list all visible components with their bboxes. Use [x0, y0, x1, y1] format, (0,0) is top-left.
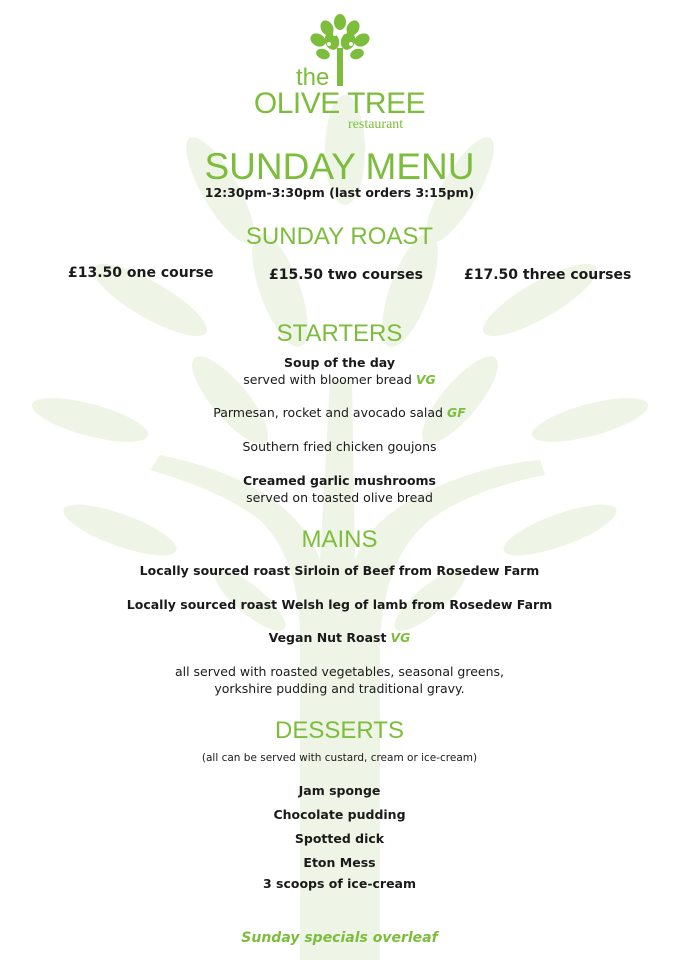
logo [0, 14, 679, 132]
main-beef: Locally sourced roast Sirloin of Beef from Rosedew Farm [139, 563, 540, 578]
starter-soup-desc: served with bloomer bread VG [243, 372, 436, 387]
starter-goujons: Southern fried chicken goujons [242, 439, 437, 454]
roast-heading: SUNDAY ROAST [245, 223, 434, 250]
gluten-free-tag: GF [446, 405, 466, 420]
logo-name: OLIVE TREE [253, 87, 426, 120]
main-nut-roast: Vegan Nut Roast VG [268, 630, 411, 645]
price-three-courses: £17.50 three courses [464, 267, 632, 283]
mains-heading: MAINS [301, 526, 378, 553]
opening-hours: 12:30pm-3:30pm (last orders 3:15pm) [204, 185, 475, 200]
dessert-item: Spotted dick [294, 831, 385, 846]
desserts-note: (all can be served with custard, cream or ice-cream) [201, 752, 478, 764]
dessert-item: 3 scoops of ice-cream [262, 876, 417, 891]
starters-heading: STARTERS [276, 320, 403, 347]
dessert-item: Jam sponge [298, 783, 381, 798]
price-two-courses: £15.50 two courses [269, 267, 423, 283]
starter-mushrooms-desc: served on toasted olive bread [246, 490, 433, 505]
starter-soup-name: Soup of the day [283, 355, 396, 370]
menu-title: SUNDAY MENU [204, 146, 475, 187]
starter-mushrooms-name: Creamed garlic mushrooms [243, 473, 436, 488]
specials-overleaf-note: Sunday specials overleaf [241, 930, 438, 946]
main-lamb: Locally sourced roast Welsh leg of lamb from Rosedew Farm [126, 597, 553, 612]
logo-restaurant: restaurant [348, 117, 404, 132]
dessert-item: Chocolate pudding [273, 807, 406, 822]
vegan-tag: VG [415, 372, 436, 387]
vegan-tag: VG [390, 630, 411, 645]
price-one-course: £13.50 one course [68, 265, 214, 281]
dessert-item: Eton Mess [303, 855, 376, 870]
desserts-heading: DESSERTS [275, 717, 404, 744]
logo-the: the [296, 64, 330, 91]
mains-note-line-1: all served with roasted vegetables, seasonal greens, [174, 664, 505, 679]
mains-note-line-2: yorkshire pudding and traditional gravy. [214, 681, 465, 696]
starter-salad: Parmesan, rocket and avocado salad GF [213, 405, 466, 420]
